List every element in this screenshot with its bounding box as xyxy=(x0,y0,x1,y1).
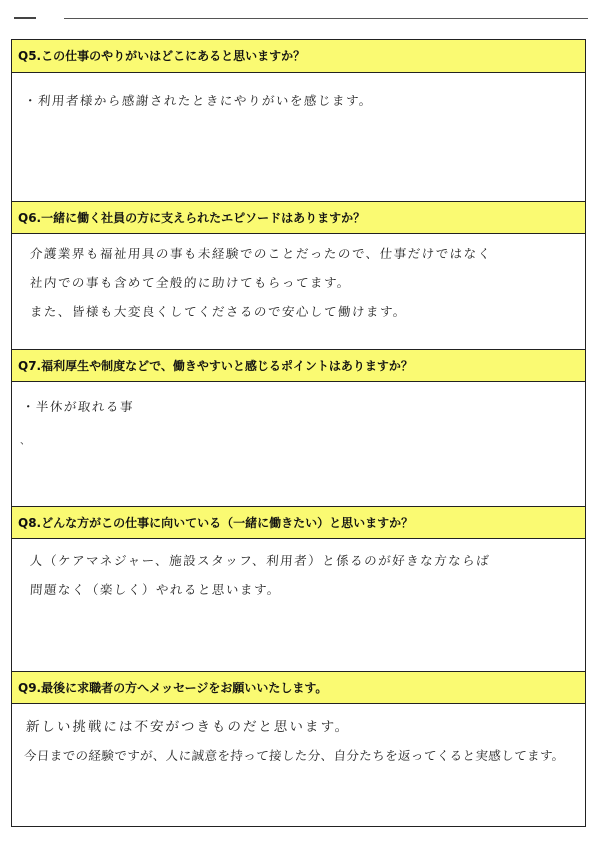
section-q5 xyxy=(12,40,585,202)
answer-q9 xyxy=(12,704,585,828)
section-q7 xyxy=(12,349,585,507)
answer-line: 今日までの経験ですが、人に誠意を持って接した分、自分たちを返ってくると実感してます。 xyxy=(23,748,566,763)
answer-q6 xyxy=(12,234,585,350)
stray-mark: 、 xyxy=(20,436,30,447)
answer-line: また、皆様も大変良くしてくださるので安心して働けます。 xyxy=(29,304,408,319)
answer-line: 人（ケアマネジャー、施設スタッフ、利用者）と係るのが好きな方ならば xyxy=(29,553,491,568)
section-q8 xyxy=(12,506,585,672)
question-q8: Q8.どんな方がこの仕事に向いている（一緒に働きたい）と思いますか？ xyxy=(12,506,585,539)
answer-line: 問題なく（楽しく）やれると思います。 xyxy=(29,582,282,597)
question-q7: Q7.福利厚生や制度などで、働きやすいと感じるポイントはありますか？ xyxy=(12,349,585,382)
section-q6 xyxy=(12,201,585,350)
answer-q5 xyxy=(12,73,585,202)
question-q6: Q6.一緒に働く社員の方に支えられたエピソードはありますか？ xyxy=(12,201,585,234)
top-rule xyxy=(64,18,588,19)
answer-line: 社内での事も含めて全般的に助けてもらってます。 xyxy=(29,275,352,290)
top-rule-short xyxy=(14,17,36,19)
questionnaire-form xyxy=(11,39,586,827)
answer-q7 xyxy=(12,382,585,507)
question-q5: Q5.この仕事のやりがいはどこにあると思いますか？ xyxy=(12,40,585,73)
answer-line: 介護業界も福祉用具の事も未経験でのことだったので、仕事だけではなく xyxy=(29,246,493,261)
section-q9 xyxy=(12,671,585,828)
question-q9: Q9.最後に求職者の方へメッセージをお願いいたします。 xyxy=(12,671,585,704)
answer-q8 xyxy=(12,539,585,672)
answer-line: ・半休が取れる事 xyxy=(21,399,135,414)
answer-line: ・利用者様から感謝されたときにやりがいを感じます。 xyxy=(23,93,374,108)
answer-line: 新しい挑戦には不安がつきものだと思います。 xyxy=(25,719,351,735)
